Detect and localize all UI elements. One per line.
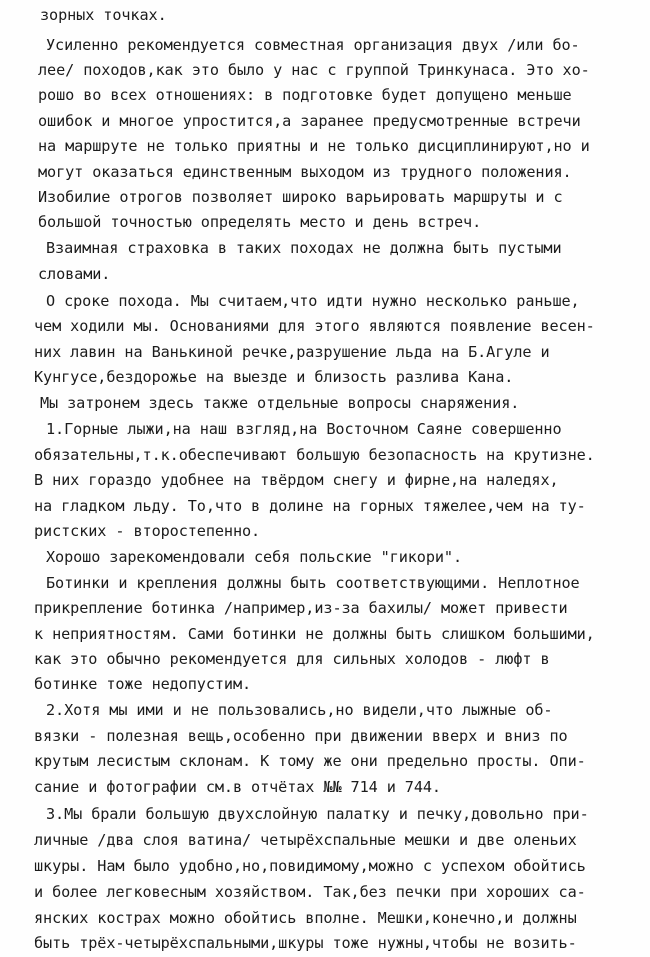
text-line: Хорошо зарекомендовали себя польские "гикори". <box>46 548 463 566</box>
text-line: Взаимная страховка в таких походах не должна быть пустыми <box>46 239 562 257</box>
text-line: О сроке похода. Мы считаем,что идти нужно несколько раньше, <box>46 292 580 310</box>
text-line: быть трёх-четырёхспальными,шкуры тоже нужны,чтобы не возить- <box>34 934 577 952</box>
text-line: к неприятностям. Сами ботинки не должны быть слишком большими, <box>34 625 595 643</box>
text-line: обязательны,т.к.обеспечивают большую безопасность на крутизне. <box>34 446 595 464</box>
text-line: Изобилие отрогов позволяет широко варьировать маршруты и с <box>38 188 563 206</box>
text-line: ристских - второстепенно. <box>34 522 261 540</box>
text-line: на гладком льду. То,что в долине на горных тяжелее,чем на ту- <box>34 497 586 515</box>
text-line: словами. <box>38 265 111 283</box>
text-line: на маршруте не только приятны и не только дисциплинируют,но и <box>38 137 590 155</box>
text-line: большой точностью определять место и день встреч. <box>38 213 482 231</box>
text-line: вязки - полезная вещь,особенно при движении вверх и вниз по <box>34 727 568 745</box>
text-line: 3.Мы брали большую двухслойную палатку и печку,довольно при- <box>46 805 589 823</box>
text-line: 2.Хотя мы ими и не пользовались,но видели,что лыжные об- <box>46 701 553 719</box>
text-line: 1.Горные лыжи,на наш взгляд,на Восточном Саяне совершенно <box>46 420 562 438</box>
text-line: крутым лесистым склонам. К тому же они предельно просты. Опи- <box>34 752 586 770</box>
text-line: них лавин на Ванькиной речке,разрушение льда на Б.Агуле и <box>34 343 550 361</box>
text-line: янских кострах можно обойтись вполне. Мешки,конечно,и должны <box>34 909 577 927</box>
text-line: ошибок и многое упростится,а заранее предусмотренные встречи <box>38 112 581 130</box>
text-line: могут оказаться единственным выходом из трудного положения. <box>38 163 572 181</box>
text-line: шкуры. Нам было удобно,но,повидимому,можно с успехом обойтись <box>34 857 586 875</box>
text-line: сание и фотографии см.в отчётах №№ 714 и 744. <box>34 778 441 796</box>
text-line: чем ходили мы. Основаниями для этого являются появление весен- <box>34 317 595 335</box>
text-line: Мы затронем здесь также отдельные вопросы снаряжения. <box>40 394 520 412</box>
text-line: Усиленно рекомендуется совместная организация двух /или бо- <box>46 36 580 54</box>
text-line: рошо во всех отношениях: в подготовке будет допущено меньше <box>38 86 572 104</box>
text-line: как это обычно рекомендуется для сильных холодов - люфт в <box>34 650 550 668</box>
text-line: и более легковесным хозяйством. Так,без печки при хороших са- <box>34 883 586 901</box>
text-line: зорных точках. <box>40 6 167 24</box>
text-line: В них гораздо удобнее на твёрдом снегу и фирне,на наледях, <box>34 471 559 489</box>
text-line: Ботинки и крепления должны быть соответствующими. Неплотное <box>46 574 580 592</box>
text-line: прикрепление ботинка /например,из-за бахилы/ может привести <box>34 599 568 617</box>
text-line: личные /два слоя ватина/ четырёхспальные мешки и две оленьих <box>34 831 577 849</box>
text-line: Кунгусе,бездорожье на выезде и близость разлива Кана. <box>34 368 514 386</box>
text-line: лее/ походов,как это было у нас с группой Тринкунаса. Это хо- <box>38 61 590 79</box>
text-line: ботинке тоже недопустим. <box>34 675 252 693</box>
